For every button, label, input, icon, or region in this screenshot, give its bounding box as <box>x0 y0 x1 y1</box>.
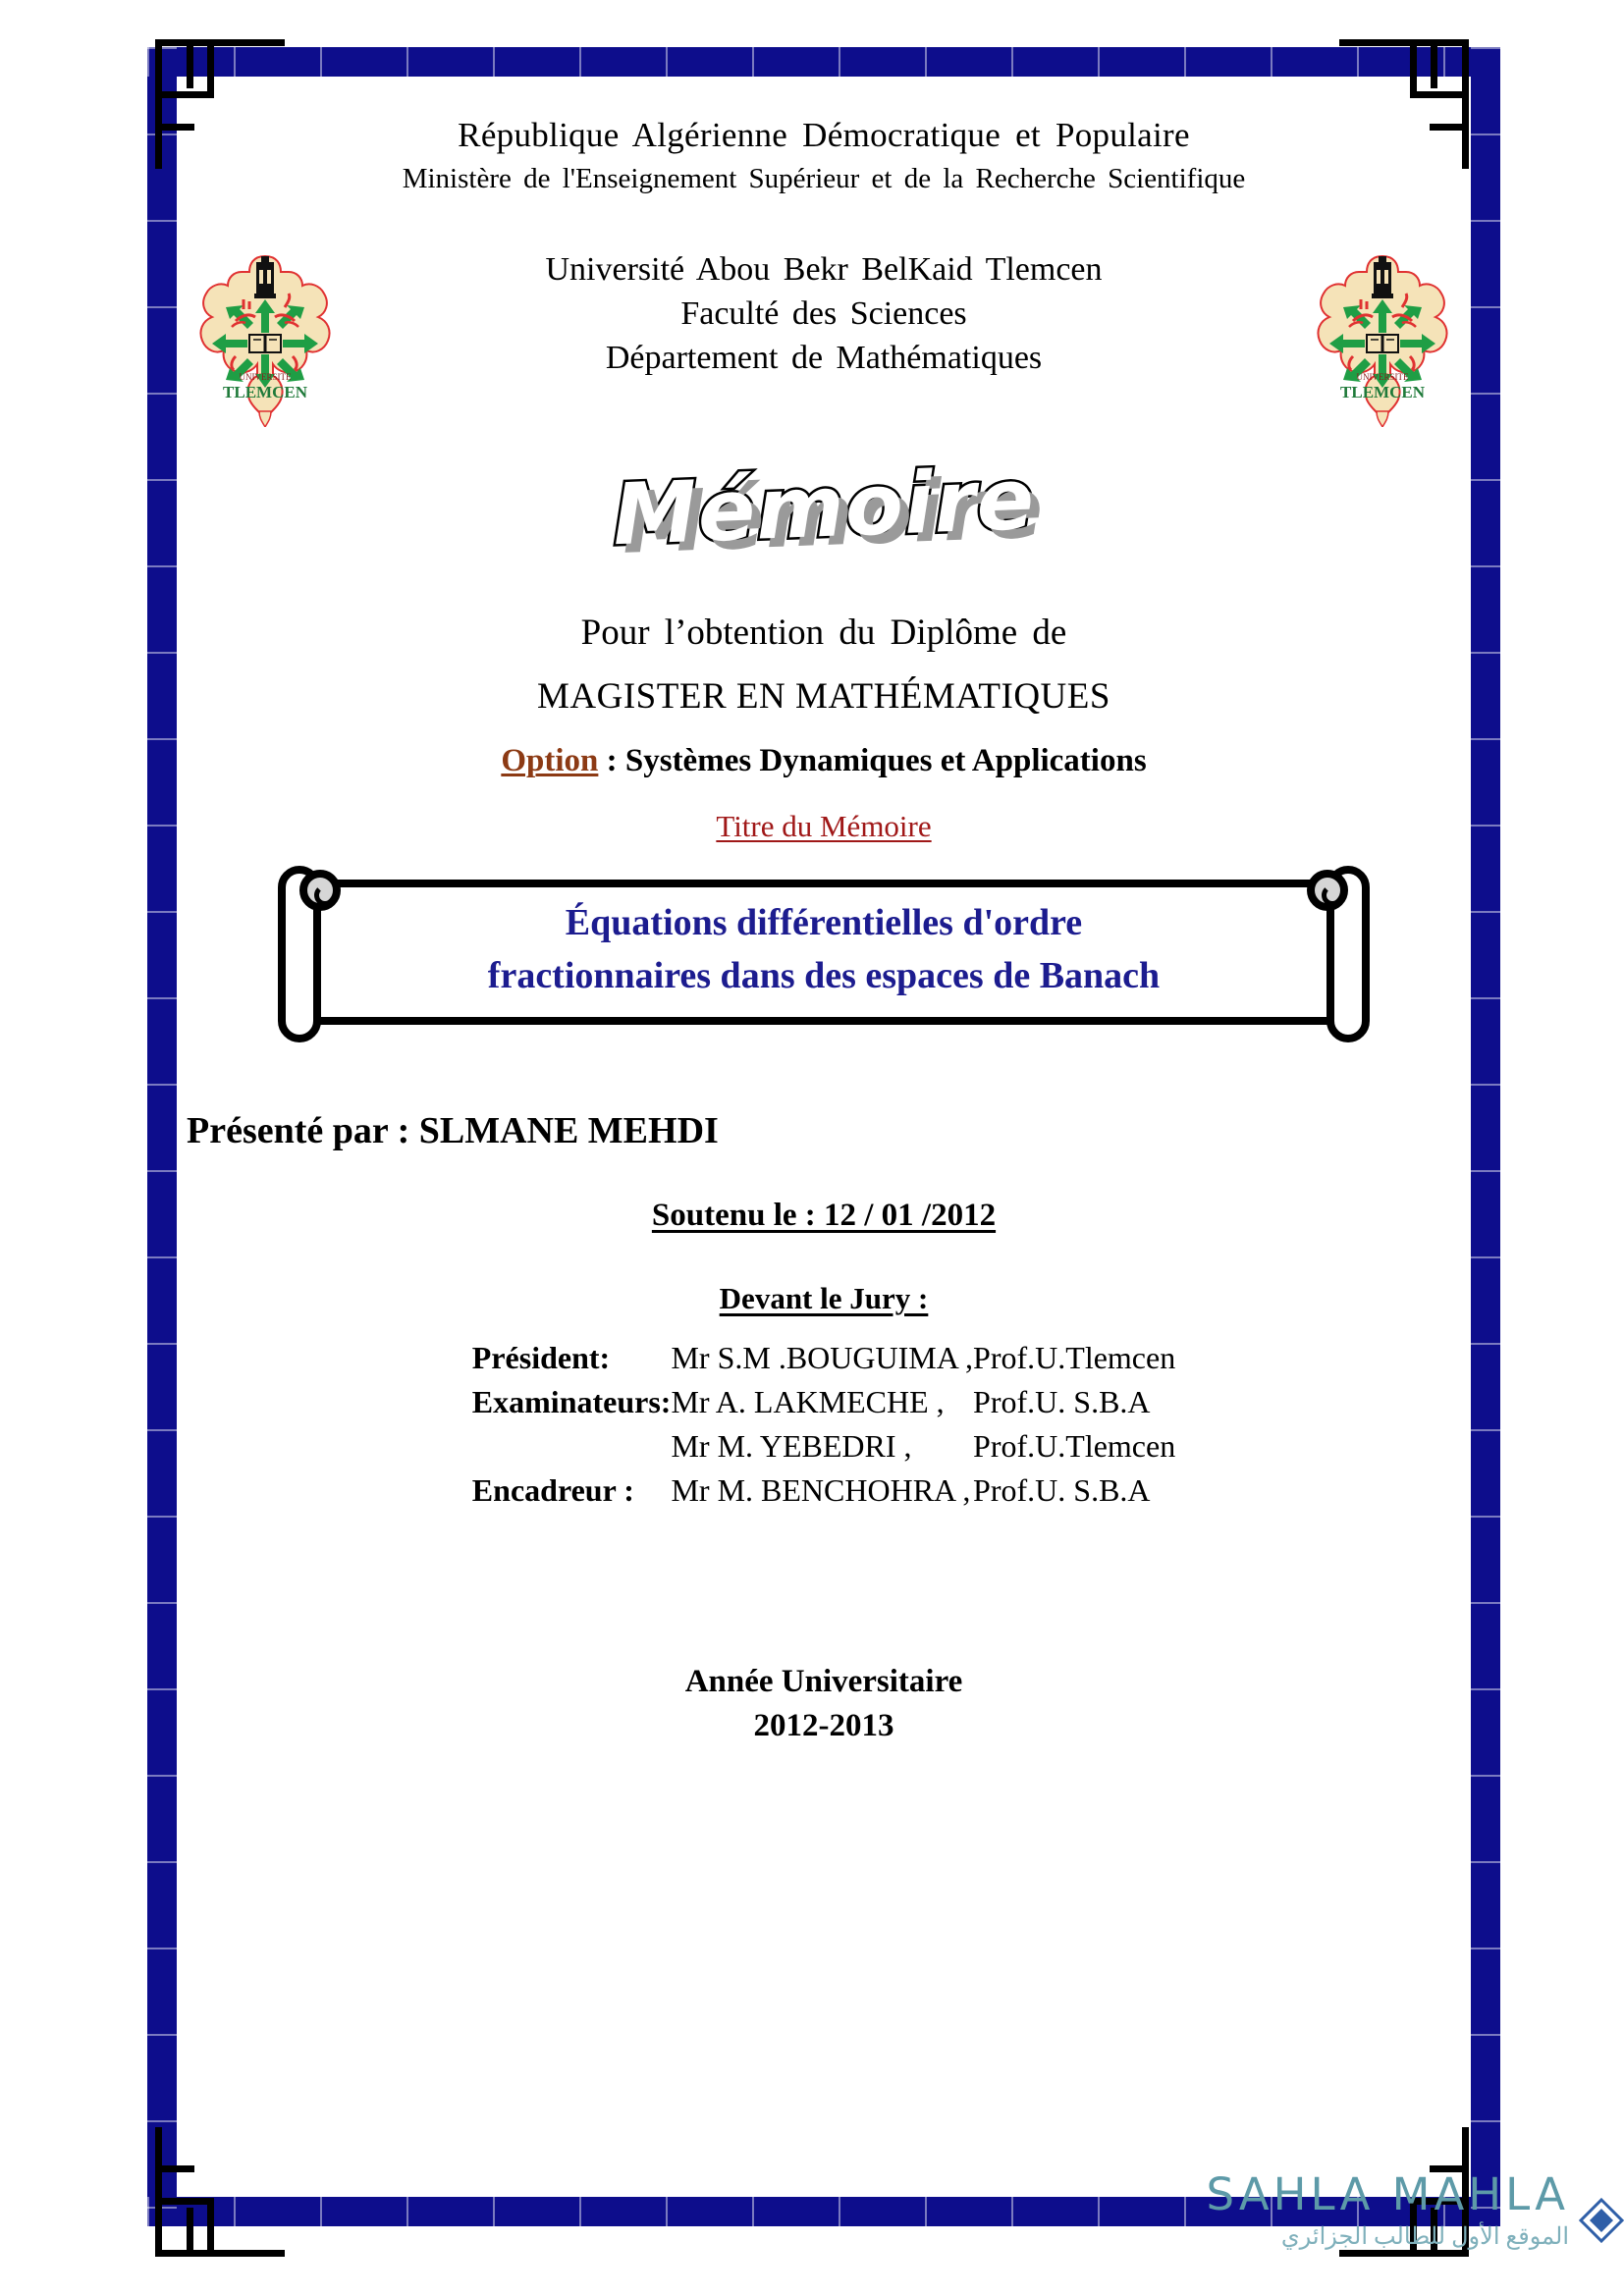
border-seam <box>147 220 177 222</box>
border-seam <box>1471 1602 1500 1604</box>
border-seam <box>1184 47 1186 77</box>
border-seam <box>1471 1343 1500 1345</box>
border-seam <box>147 1343 177 1345</box>
border-seam <box>1471 1775 1500 1777</box>
jury-role: Examinateurs: <box>471 1384 672 1419</box>
border-band-bottom <box>147 2197 1500 2226</box>
border-seam <box>1471 738 1500 740</box>
border-seam <box>147 1084 177 1086</box>
border-seam <box>579 2197 581 2226</box>
watermark-subtext: الموقع الأول للطالب الجزائري <box>1280 2224 1569 2250</box>
border-seam <box>147 1688 177 1690</box>
border-seam <box>1471 1861 1500 1863</box>
border-seam <box>147 2034 177 2036</box>
border-seam <box>147 1861 177 1863</box>
border-seam <box>1098 47 1100 77</box>
option-line <box>177 743 1471 779</box>
logo-text-universite: UNIVERSITE <box>239 372 292 382</box>
jury-name: Mr S.M .BOUGUIMA , <box>671 1340 974 1375</box>
border-seam <box>1011 47 1013 77</box>
border-seam <box>147 1429 177 1431</box>
jury-name: Mr M. BENCHOHRA , <box>671 1472 971 1508</box>
border-band-left <box>147 47 177 2226</box>
border-seam <box>147 1948 177 1949</box>
border-seam <box>493 47 495 77</box>
border-seam <box>1098 2197 1100 2226</box>
border-seam <box>1471 911 1500 913</box>
border-seam <box>752 47 754 77</box>
jury-role <box>472 1424 672 1468</box>
border-seam <box>1471 220 1500 222</box>
jury-row <box>472 1336 1175 1380</box>
border-seam <box>1471 652 1500 654</box>
jury-row <box>472 1380 1175 1424</box>
republic-line: République Algérienne Démocratique et Populaire <box>458 116 1190 154</box>
university-logo-right <box>1304 250 1461 427</box>
border-seam <box>1471 1948 1500 1949</box>
academic-year-block <box>177 1660 1471 1747</box>
jury-heading: Devant le Jury : <box>719 1281 929 1315</box>
diploma-purpose-line: Pour l’obtention du Diplôme de <box>580 613 1067 653</box>
border-seam <box>1471 997 1500 999</box>
ministry-line: Ministère de l'Enseignement Supérieur et de la Recherche Scientifique <box>402 163 1246 194</box>
border-seam <box>1471 1256 1500 1258</box>
jury-rank: Prof. <box>973 1472 1036 1508</box>
border-seam <box>1271 47 1272 77</box>
border-seam <box>147 1516 177 1518</box>
border-band-top <box>147 47 1500 77</box>
border-seam <box>1471 2120 1500 2122</box>
border-seam <box>1271 2197 1272 2226</box>
border-band-right <box>1471 47 1500 2226</box>
border-seam <box>406 47 408 77</box>
ministry-block <box>177 77 1471 195</box>
jury-name: Mr M. YEBEDRI , <box>671 1428 912 1464</box>
border-seam <box>1011 2197 1013 2226</box>
border-seam <box>147 479 177 481</box>
option-label: Option <box>501 743 599 778</box>
faculty-name: Faculté des Sciences <box>680 294 967 332</box>
border-seam <box>1471 1688 1500 1690</box>
border-seam <box>147 911 177 913</box>
department-name: Département de Mathématiques <box>605 339 1043 376</box>
jury-rank: Prof. <box>973 1428 1036 1464</box>
university-name: Université Abou Bekr BelKaid Tlemcen <box>545 251 1103 288</box>
border-seam <box>1471 479 1500 481</box>
thesis-title-text <box>323 897 1325 1003</box>
border-seam <box>1471 825 1500 827</box>
border-seam <box>839 2197 840 2226</box>
jury-university: U. S.B.A <box>1035 1472 1151 1508</box>
memoire-wordart-block <box>177 450 1471 576</box>
border-seam <box>1471 306 1500 308</box>
option-value: Systèmes Dynamiques et Applications <box>624 743 1147 778</box>
jury-row <box>472 1424 1175 1468</box>
border-seam <box>147 1170 177 1172</box>
option-separator: : <box>606 743 625 778</box>
border-seam <box>1471 565 1500 567</box>
border-seam <box>147 997 177 999</box>
border-seam <box>925 2197 927 2226</box>
border-seam <box>493 2197 495 2226</box>
border-seam <box>147 738 177 740</box>
thesis-title-scroll <box>264 866 1383 1052</box>
logo-text-tlemcen: TLEMCEN <box>223 383 307 401</box>
border-seam <box>147 1256 177 1258</box>
jury-table <box>472 1336 1175 1513</box>
thesis-title-line-1: Équations différentielles d'ordre <box>565 902 1083 943</box>
cover-content <box>177 77 1471 2197</box>
jury-university: U.Tlemcen <box>1035 1428 1176 1464</box>
border-seam <box>147 565 177 567</box>
jury-role: Encadreur : <box>471 1472 634 1508</box>
thesis-title-line-2: fractionnaires dans des espaces de Banach <box>487 954 1161 996</box>
border-seam <box>839 47 840 77</box>
border-seam <box>1471 2034 1500 2036</box>
border-seam <box>1471 1170 1500 1172</box>
thesis-title-label: Titre du Mémoire <box>716 809 932 843</box>
border-seam <box>147 306 177 308</box>
academic-year-value: 2012-2013 <box>753 1707 894 1743</box>
border-seam <box>1184 2197 1186 2226</box>
university-block <box>177 242 1471 429</box>
border-seam <box>320 2197 322 2226</box>
border-seam <box>147 1602 177 1604</box>
svg-text:TLEMCEN: TLEMCEN <box>1340 383 1425 401</box>
border-seam <box>1471 1516 1500 1518</box>
university-names <box>177 248 1471 381</box>
jury-role: Président: <box>471 1340 611 1375</box>
border-seam <box>147 1775 177 1777</box>
border-seam <box>147 825 177 827</box>
academic-year-label: Année Universitaire <box>684 1664 963 1699</box>
presented-by: Présenté par : SLMANE MEHDI <box>187 1110 719 1151</box>
diploma-degree-line: MAGISTER EN MATHÉMATIQUES <box>537 676 1110 717</box>
jury-university: U.Tlemcen <box>1035 1340 1176 1375</box>
defense-date: Soutenu le : 12 / 01 /2012 <box>651 1198 997 1233</box>
border-seam <box>579 47 581 77</box>
jury-row <box>472 1468 1175 1513</box>
watermark-text: SAHLA MAHLA <box>1206 2168 1569 2220</box>
border-seam <box>752 2197 754 2226</box>
border-seam <box>1471 393 1500 395</box>
memoire-wordart: Mémoire <box>611 450 1037 565</box>
border-seam <box>666 2197 668 2226</box>
border-seam <box>147 2120 177 2122</box>
university-tlemcen-emblem-icon <box>1304 250 1461 427</box>
border-seam <box>666 47 668 77</box>
jury-rank: Prof. <box>973 1384 1036 1419</box>
border-seam <box>925 47 927 77</box>
svg-text:UNIVERSITE: UNIVERSITE <box>1356 372 1409 382</box>
jury-rank: Prof. <box>973 1340 1036 1375</box>
jury-name: Mr A. LAKMECHE , <box>671 1384 945 1419</box>
border-seam <box>147 652 177 654</box>
border-seam <box>147 393 177 395</box>
jury-university: U. S.B.A <box>1035 1384 1151 1419</box>
border-seam <box>406 2197 408 2226</box>
border-seam <box>1471 1084 1500 1086</box>
border-seam <box>320 47 322 77</box>
diamond-logo-icon <box>1579 2198 1624 2243</box>
border-seam <box>1471 1429 1500 1431</box>
